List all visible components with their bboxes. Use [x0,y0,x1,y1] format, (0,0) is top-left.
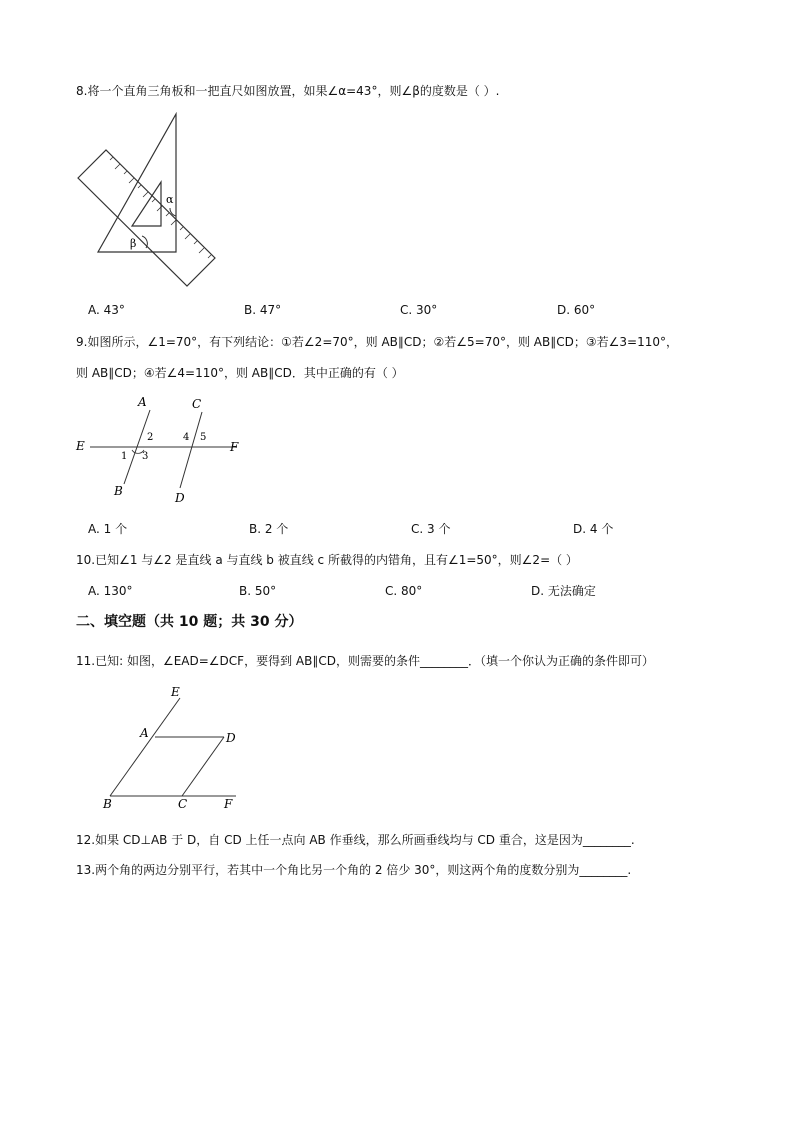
q9-option-d: D. 4 个 [573,522,614,536]
q9-option-b: B. 2 个 [249,522,289,536]
q9-text-line1: 9.如图所示，∠1=70°，有下列结论：①若∠2=70°，则 AB∥CD；②若∠5=70°，则 AB∥CD；③若∠3=110°， [76,335,678,349]
q8-option-d: D. 60° [557,303,596,317]
q12-text: 12.如果 CD⊥AB 于 D，自 CD 上任一点向 AB 作垂线，那么所画垂线均与 CD 重合，这是因为________. [76,833,635,847]
angle-1-label: 1 [121,451,128,462]
q9-option-c: C. 3 个 [411,522,451,536]
q9-text-line2: 则 AB∥CD；④若∠4=110°，则 AB∥CD．其中正确的有（ ） [76,366,404,380]
label-B: B [114,484,123,498]
q13-text: 13.两个角的两边分别平行，若其中一个角比另一个角的 2 倍少 30°，则这两个角的度数分别为________. [76,863,632,877]
q10-text: 10.已知∠1 与∠2 是直线 a 与直线 b 被直线 c 所截得的内错角，且有∠1=50°，则∠2=（ ） [76,553,578,567]
angle-2-label: 2 [147,432,154,443]
q10-option-a: A. 130° [88,584,133,598]
section-title: 二、填空题（共 10 题；共 30 分） [76,614,303,630]
label-B: B [103,797,112,811]
label-A: A [140,726,149,740]
label-C: C [178,797,188,811]
angle-5-label: 5 [200,432,207,443]
q9-figure [72,392,252,510]
q8-text: 8.将一个直角三角板和一把直尺如图放置，如果∠α=43°，则∠β的度数是（ ）. [76,84,500,98]
label-E: E [171,685,180,699]
q10-option-b: B. 50° [239,584,277,598]
q8-option-b: B. 47° [244,303,282,317]
q11-text: 11.已知: 如图，∠EAD=∠DCF，要得到 AB∥CD，则需要的条件________．（填一个你认为正确的条件即可） [76,654,654,668]
q9-option-a: A. 1 个 [88,522,128,536]
q8-option-c: C. 30° [400,303,438,317]
q10-option-d: D. 无法确定 [531,584,596,598]
label-F: F [230,440,239,454]
label-C: C [192,397,202,411]
label-D: D [175,491,185,505]
q8-figure [74,112,219,287]
angle-4-label: 4 [183,432,190,443]
beta-label: β [130,237,137,250]
q10-option-c: C. 80° [385,584,423,598]
alpha-label: α [166,193,174,206]
q11-figure [100,682,250,812]
label-A: A [138,395,147,409]
q8-option-a: A. 43° [88,303,125,317]
label-F: F [224,797,233,811]
ruler-ticks [101,150,211,258]
label-E: E [76,439,85,453]
label-D: D [226,731,236,745]
angle-3-label: 3 [142,451,149,462]
